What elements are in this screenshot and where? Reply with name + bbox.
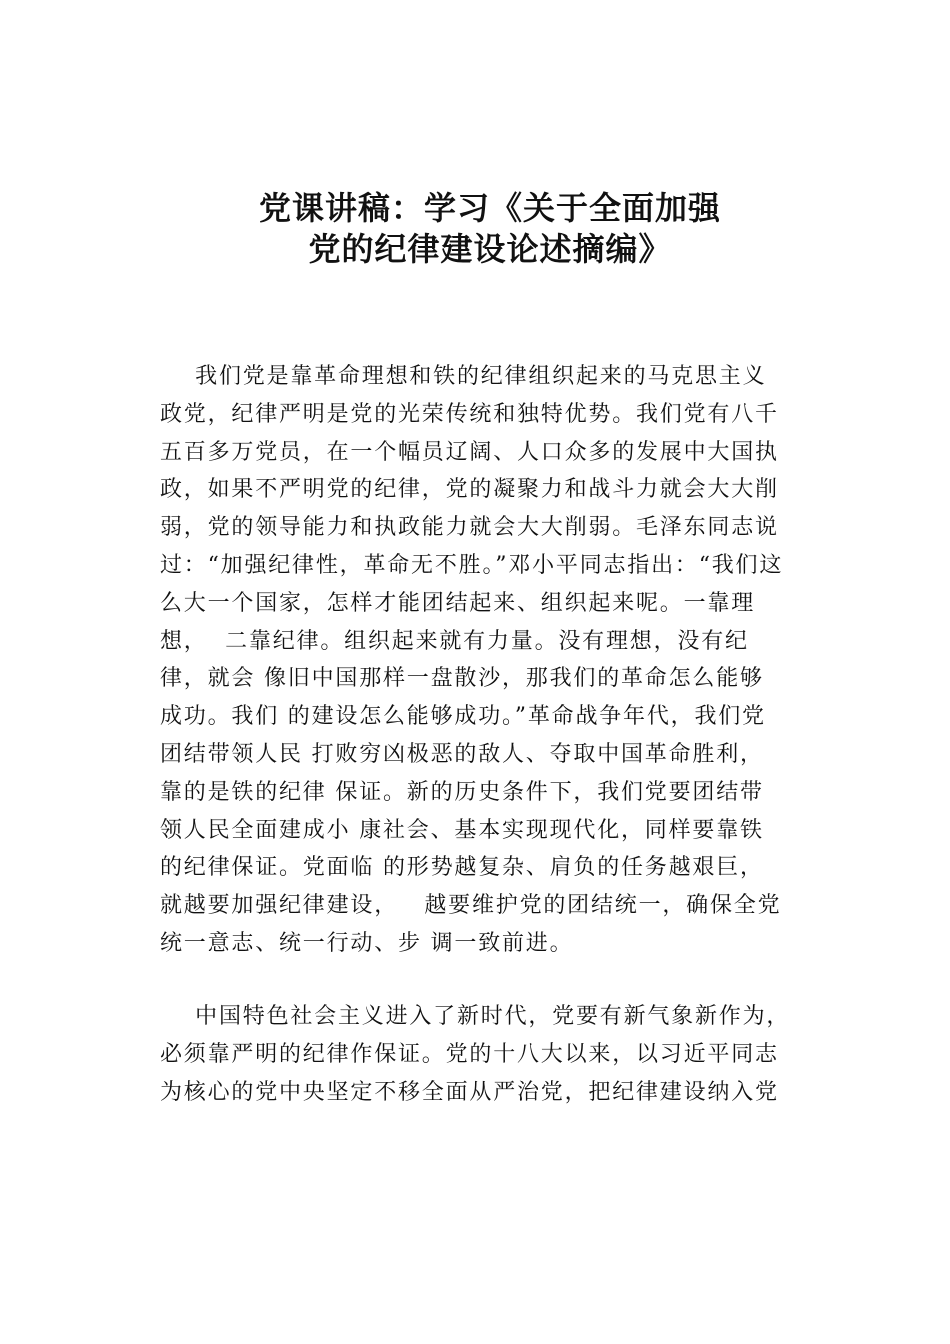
text-line: 么大一个国家，怎样才能团结起来、组织起来呢。一靠理 <box>160 590 756 616</box>
text-line: 过：“加强纪律性，革命无不胜。”邓小平同志指出：“我们这 <box>160 552 784 578</box>
text-line: 统一意志、统一行动、步 调一致前进。 <box>160 930 574 956</box>
text-line: 弱，党的领导能力和执政能力就会大大削弱。毛泽东同志说 <box>160 515 779 541</box>
document-title <box>160 188 820 270</box>
text-line: 政党，纪律严明是党的光荣传统和独特优势。我们党有八千 <box>160 401 779 427</box>
title-line-2: 党的纪律建设论述摘编》 <box>308 230 672 268</box>
paragraph-2 <box>160 998 830 1111</box>
text-line: 必须靠严明的纪律作保证。党的十八大以来，以习近平同志 <box>160 1041 779 1067</box>
text-line: 律，就会 像旧中国那样一盘散沙，那我们的革命怎么能够 <box>160 666 764 692</box>
text-line: 靠的是铁的纪律 保证。新的历史条件下，我们党要团结带 <box>160 779 764 805</box>
text-line: 五百多万党员，在一个幅员辽阔、人口众多的发展中大国执 <box>160 439 779 465</box>
text-line: 就越要加强纪律建设， 越要维护党的团结统一，确保全党 <box>160 893 782 919</box>
text-line: 团结带领人民 打败穷凶极恶的敌人、夺取中国革命胜利， <box>160 741 764 767</box>
text-line: 的纪律保证。党面临 的形势越复杂、肩负的任务越艰巨， <box>160 855 764 881</box>
text-line: 政，如果不严明党的纪律，党的凝聚力和战斗力就会大大削 <box>160 477 779 503</box>
text-line: 成功。我们 的建设怎么能够成功。”革命战争年代，我们党 <box>160 704 766 730</box>
title-line-1: 党课讲稿：学习《关于全面加强 <box>258 189 721 227</box>
text-line: 中国特色社会主义进入了新时代，党要有新气象新作为， <box>160 1004 791 1029</box>
text-line: 领人民全面建成小 康社会、基本实现现代化，同样要靠铁 <box>160 817 764 843</box>
paragraph-1 <box>160 358 830 963</box>
text-line: 想， 二靠纪律。组织起来就有力量。没有理想，没有纪 <box>160 628 749 654</box>
text-line: 为核心的党中央坚定不移全面从严治党，把纪律建设纳入党 <box>160 1079 779 1105</box>
text-line: 我们党是靠革命理想和铁的纪律组织起来的马克思主义 <box>160 364 767 389</box>
